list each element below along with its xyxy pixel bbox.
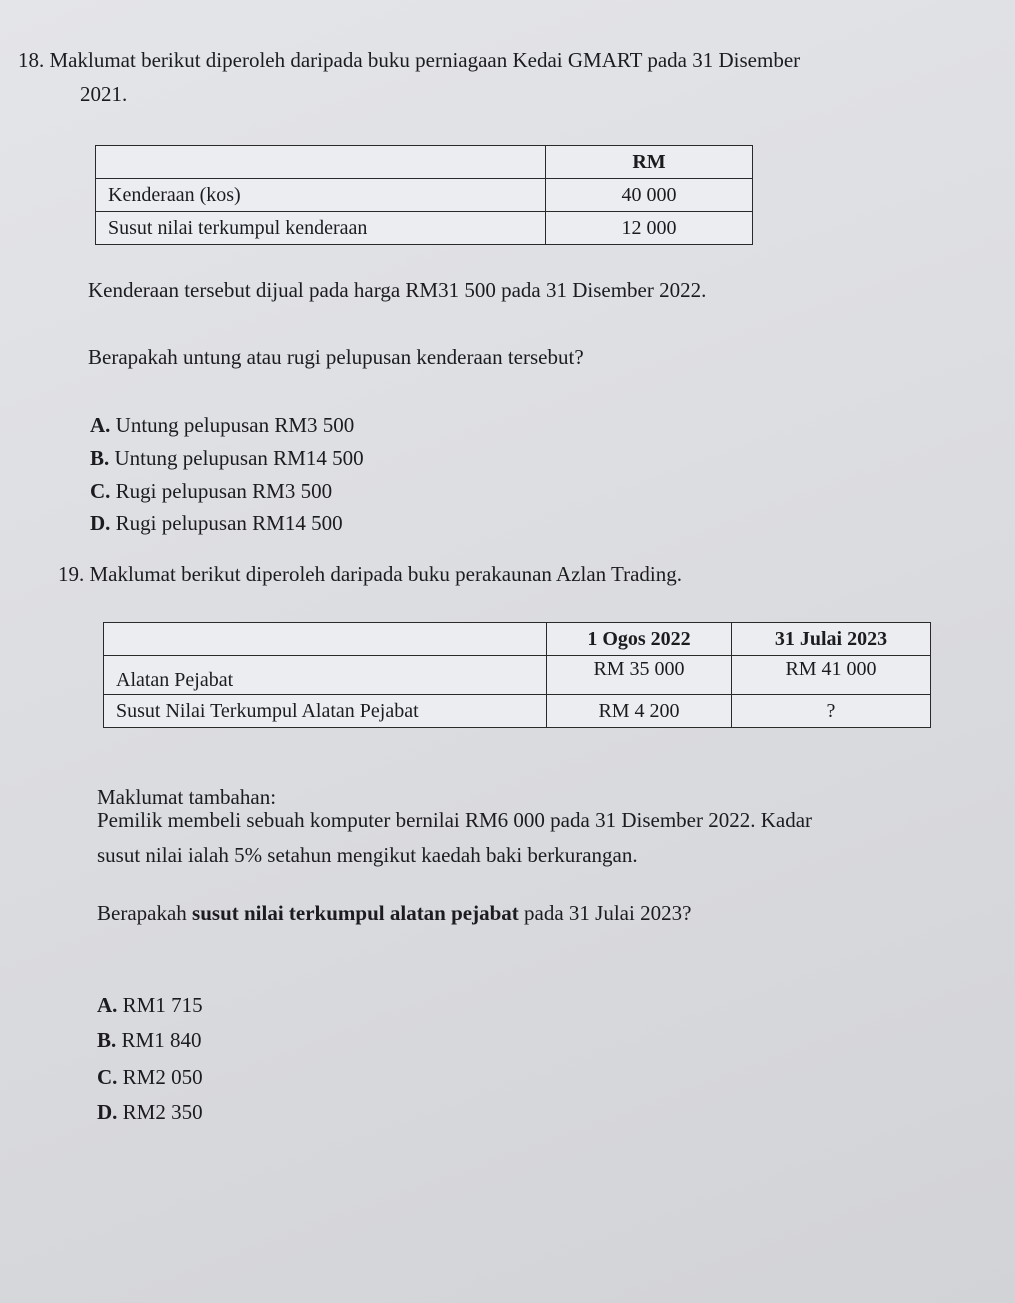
option-c[interactable]: C. RM2 050 — [97, 1065, 203, 1089]
q18-table — [95, 145, 753, 245]
q19-question: Berapakah susut nilai terkumpul alatan pejabat pada 31 Julai 2023? — [97, 901, 692, 925]
cell: ? — [732, 695, 931, 728]
cell: 12 000 — [546, 212, 753, 245]
question-number: 19. — [58, 562, 85, 586]
header-cell: RM — [546, 146, 753, 179]
option-b[interactable]: B. RM1 840 — [97, 1028, 202, 1052]
q19-extra-text-2: susut nilai ialah 5% setahun mengikut kaedah baki berkurangan. — [97, 843, 638, 867]
header-cell — [96, 146, 546, 179]
option-a[interactable]: A. RM1 715 — [97, 993, 203, 1017]
option-d[interactable]: D. RM2 350 — [97, 1100, 203, 1124]
cell: RM 4 200 — [547, 695, 732, 728]
q19-intro: 19. Maklumat berikut diperoleh daripada buku perakaunan Azlan Trading. — [58, 562, 683, 586]
option-b[interactable]: B. Untung pelupusan RM14 500 — [90, 446, 364, 470]
header-cell: 1 Ogos 2022 — [547, 623, 732, 656]
q18-statement: Kenderaan tersebut dijual pada harga RM31 500 pada 31 Disember 2022. — [88, 278, 707, 302]
cell: RM 35 000 — [547, 656, 732, 695]
q18-question: Berapakah untung atau rugi pelupusan kenderaan tersebut? — [88, 345, 584, 369]
cell: 40 000 — [546, 179, 753, 212]
question-number: 18. — [18, 48, 45, 72]
option-d[interactable]: D. Rugi pelupusan RM14 500 — [90, 511, 343, 535]
q18-intro-line2: 2021. — [80, 82, 128, 106]
cell: Susut Nilai Terkumpul Alatan Pejabat — [104, 695, 547, 728]
option-c[interactable]: C. Rugi pelupusan RM3 500 — [90, 479, 333, 503]
cell: Kenderaan (kos) — [96, 179, 546, 212]
cell: Alatan Pejabat — [104, 656, 547, 695]
q19-extra-text-1: Pemilik membeli sebuah komputer bernilai RM6 000 pada 31 Disember 2022. Kadar — [97, 808, 813, 832]
q19-extra-label: Maklumat tambahan: — [97, 785, 277, 809]
q18-intro: 18. Maklumat berikut diperoleh daripada buku perniagaan Kedai GMART pada 31 Disember — [18, 48, 801, 72]
table-row — [104, 695, 931, 728]
header-cell — [104, 623, 547, 656]
table-row — [104, 656, 931, 695]
table-row — [96, 179, 753, 212]
q19-table — [103, 622, 931, 728]
header-cell: 31 Julai 2023 — [732, 623, 931, 656]
option-a[interactable]: A. Untung pelupusan RM3 500 — [90, 413, 355, 437]
cell: Susut nilai terkumpul kenderaan — [96, 212, 546, 245]
table-row — [96, 212, 753, 245]
cell: RM 41 000 — [732, 656, 931, 695]
